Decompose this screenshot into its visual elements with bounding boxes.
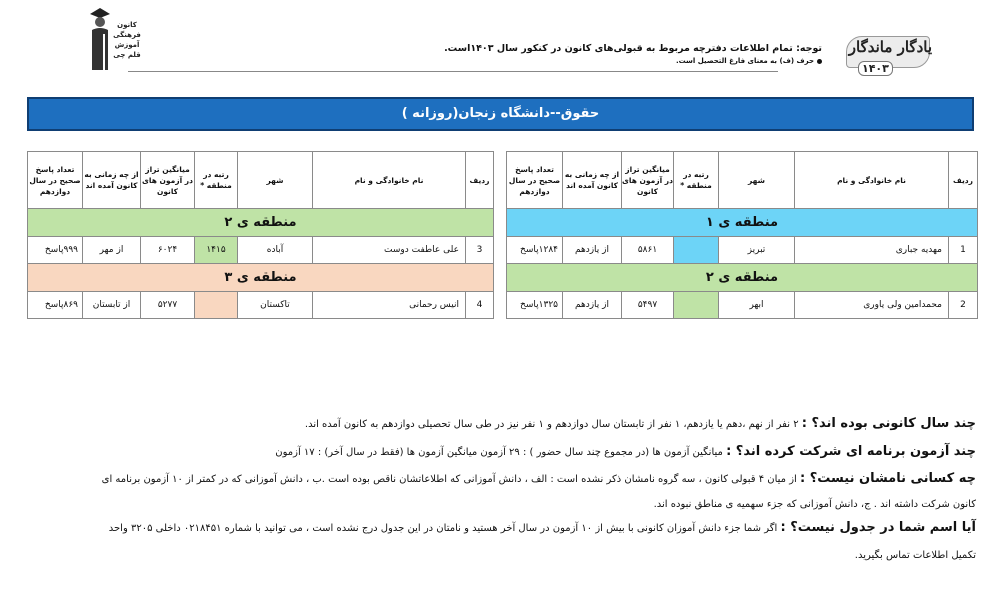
cell-since: از مهر	[83, 237, 141, 264]
cell-since: از یازدهم	[563, 292, 622, 319]
bullet-icon	[817, 59, 822, 64]
faq-question: آیا اسم شما در جدول نیست؟ :	[780, 520, 976, 535]
region-label: منطقه ی ۲	[28, 209, 494, 237]
cell-row: 3	[466, 237, 494, 264]
col-avg: میانگین تراز در آزمون های کانون	[622, 152, 674, 209]
yadegar-mandegar-logo	[846, 32, 938, 76]
cell-row: 4	[466, 292, 494, 319]
faq-answer: میانگین آزمون ها (در مجموع چند سال حضور ) : ۲۹ آزمون میانگین آزمون ها (فقط در سال آخر) : ۱۷ آزمون	[275, 447, 723, 458]
faq-question: چند آزمون برنامه ای شرکت کرده اند؟ :	[726, 444, 976, 459]
col-rank: رتبه در منطقه *	[195, 152, 238, 209]
cell-row: 1	[949, 237, 978, 264]
cell-rank	[674, 292, 719, 319]
major-university-banner: حقوق--دانشگاه زنجان(روزانه )	[27, 97, 974, 131]
cell-answers: ۹۹۹پاسخ	[28, 237, 83, 264]
logo-words	[112, 20, 142, 60]
logo-word: قلم چی	[113, 51, 141, 59]
logo-word: آموزش	[114, 41, 140, 49]
region-row	[28, 264, 494, 292]
region-row	[28, 209, 494, 237]
faq-answer: اگر شما جزء دانش آموزان کانونی با بیش از ۱۰ آزمون در سال آخر هستید و نامتان در این جدول درج نشده است ، می توانید با شماره ۰۲۱۸۴۵۱ داخلی ۳۲۰۵ واحد	[108, 523, 778, 534]
cell-name: محمدامین ولی یاوری	[795, 292, 949, 319]
table-header-row	[507, 152, 978, 209]
logo-title: یادگار ماندگار	[848, 38, 932, 56]
cell-answers: ۱۲۸۴پاسخ	[507, 237, 563, 264]
cell-city: تبریز	[719, 237, 795, 264]
cell-city: ابهر	[719, 292, 795, 319]
cell-city: آباده	[238, 237, 313, 264]
logo-word: فرهنگی	[113, 31, 141, 39]
admissions-table-right	[506, 151, 978, 319]
cell-name: انیس رحمانی	[313, 292, 466, 319]
cell-since: از تابستان	[83, 292, 141, 319]
faq-item	[275, 444, 976, 459]
cell-city: تاکستان	[238, 292, 313, 319]
faq-item	[305, 416, 976, 431]
region-label: منطقه ی ۳	[28, 264, 494, 292]
faq-question: چه کسانی نامشان نیست؟ :	[800, 471, 976, 486]
col-name: نام خانوادگی و نام	[313, 152, 466, 209]
cell-since: از یازدهم	[563, 237, 622, 264]
logo-year: ۱۴۰۳	[858, 61, 893, 76]
cell-answers: ۸۶۹پاسخ	[28, 292, 83, 319]
col-row: ردیف	[466, 152, 494, 209]
header-subnote	[676, 57, 822, 65]
header-divider	[128, 71, 778, 72]
faq-answer: ۲ نفر از نهم ،دهم یا یازدهم، ۱ نفر از تابستان سال دوازدهم و ۱ نفر نیز در طی سال تحصیلی دوازدهم به کانون آمده اند.	[304, 419, 799, 430]
col-name: نام خانوادگی و نام	[795, 152, 949, 209]
table-row	[28, 237, 494, 264]
cell-name: علی عاطفت دوست	[313, 237, 466, 264]
cell-name: مهدیه جباری	[795, 237, 949, 264]
cell-avg: ۵۲۷۷	[141, 292, 195, 319]
region-label: منطقه ی ۱	[507, 209, 978, 237]
faq-question: چند سال کانونی بوده اند؟ :	[801, 416, 976, 431]
col-answers: تعداد پاسخ صحیح در سال دوازدهم	[28, 152, 83, 209]
graduate-icon	[88, 4, 112, 74]
cell-answers: ۱۳۲۵پاسخ	[507, 292, 563, 319]
region-row	[507, 209, 978, 237]
kanoon-logo	[88, 4, 144, 74]
subnote-text: حرف (ف) به معنای فارغ التحصیل است.	[675, 57, 814, 65]
cell-avg: ۵۴۹۷	[622, 292, 674, 319]
region-label: منطقه ی ۲	[507, 264, 978, 292]
cell-row: 2	[949, 292, 978, 319]
col-since: از چه زمانی به کانون آمده اند	[563, 152, 622, 209]
admissions-table-left	[27, 151, 494, 319]
table-row	[507, 237, 978, 264]
cell-rank	[195, 292, 238, 319]
col-row: ردیف	[949, 152, 978, 209]
faq-answer: از میان ۴ قبولی کانون ، سه گروه نامشان ذکر نشده است : الف ، دانش آموزانی که اطلاعاتشان ناقص بوده است .ب ، دانش آموزانی که در کمتر از ۱۰ آزمون برنامه ای	[101, 474, 797, 485]
faq-answer-continued: کانون شرکت داشته اند . ج، دانش آموزانی که جزء سهمیه ی مناطق نبوده اند.	[653, 499, 976, 510]
faq-item	[109, 520, 976, 535]
col-rank: رتبه در منطقه *	[674, 152, 719, 209]
cell-rank: ۱۴۱۵	[195, 237, 238, 264]
col-city: شهر	[719, 152, 795, 209]
col-since: از چه زمانی به کانون آمده اند	[83, 152, 141, 209]
table-row	[28, 292, 494, 319]
cell-avg: ۵۸۶۱	[622, 237, 674, 264]
header-note: توجه: تمام اطلاعات دفترچه مربوط به قبولی‌های کانون در کنکور سال ۱۴۰۳است.	[444, 43, 822, 54]
table-header-row	[28, 152, 494, 209]
cell-rank	[674, 237, 719, 264]
faq-answer-continued: تکمیل اطلاعات تماس بگیرید.	[854, 550, 976, 561]
table-row	[507, 292, 978, 319]
col-answers: تعداد پاسخ صحیح در سال دوازدهم	[507, 152, 563, 209]
faq-item	[102, 471, 976, 486]
region-row	[507, 264, 978, 292]
logo-word: کانون	[117, 21, 137, 29]
col-city: شهر	[238, 152, 313, 209]
cell-avg: ۶۰۲۴	[141, 237, 195, 264]
col-avg: میانگین تراز در آزمون های کانون	[141, 152, 195, 209]
